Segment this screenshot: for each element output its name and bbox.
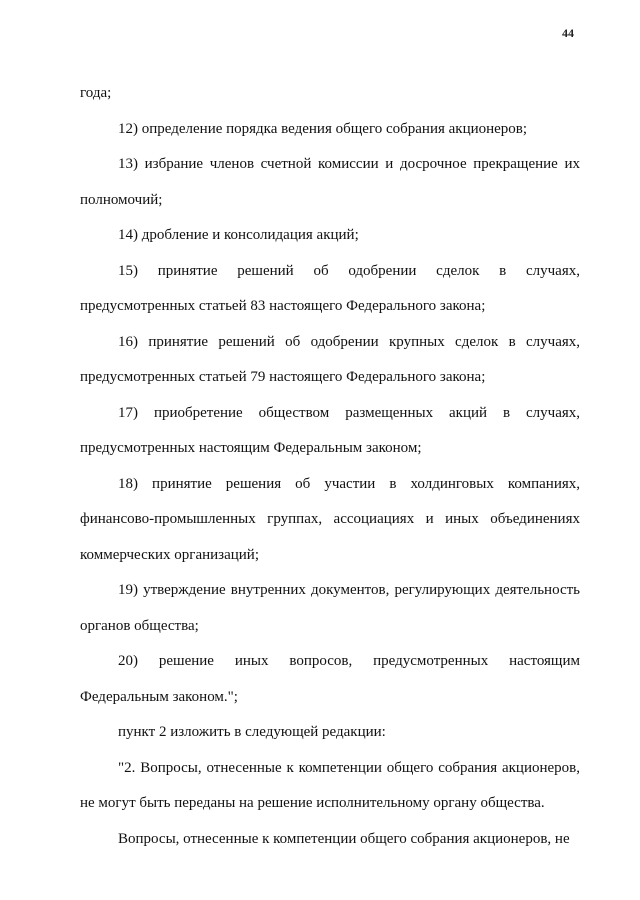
paragraph-item-20: 20) решение иных вопросов, предусмотренных настоящим Федеральным законом."; — [80, 653, 580, 705]
paragraph-item-16: 16) принятие решений об одобрении крупных сделок в случаях, предусмотренных статьей 79 настоящего Федерального закона; — [80, 333, 580, 385]
paragraph-point-2-continued: Вопросы, отнесенные к компетенции общего собрания акционеров, не — [118, 830, 570, 847]
paragraph-item-17: 17) приобретение обществом размещенных акций в случаях, предусмотренных настоящим Федеральным законом; — [80, 404, 580, 456]
paragraph-item-12: 12) определение порядка ведения общего собрания акционеров; — [118, 120, 528, 137]
paragraph-item-14: 14) дробление и консолидация акций; — [118, 227, 359, 243]
paragraph-item-13: 13) избрание членов счетной комиссии и досрочное прекращение их полномочий; — [80, 156, 580, 208]
paragraph-item-15: 15) принятие решений об одобрении сделок в случаях, предусмотренных статьей 83 настоящего Федерального закона; — [80, 262, 580, 314]
page-number: 44 — [562, 26, 574, 40]
document-body — [80, 76, 580, 857]
paragraph-continuation: года; — [80, 85, 112, 101]
paragraph-item-19: 19) утверждение внутренних документов, регулирующих деятельность органов общества; — [80, 582, 580, 634]
paragraph-item-18: 18) принятие решения об участии в холдинговых компаниях, финансово-промышленных группах, ассоциациях и иных объединениях коммерческих организаций; — [80, 475, 580, 563]
paragraph-point-2: "2. Вопросы, отнесенные к компетенции общего собрания акционеров, не могут быть переданы на решение исполнительному органу общества. — [80, 759, 580, 811]
paragraph-amendment-intro: пункт 2 изложить в следующей редакции: — [118, 724, 386, 740]
